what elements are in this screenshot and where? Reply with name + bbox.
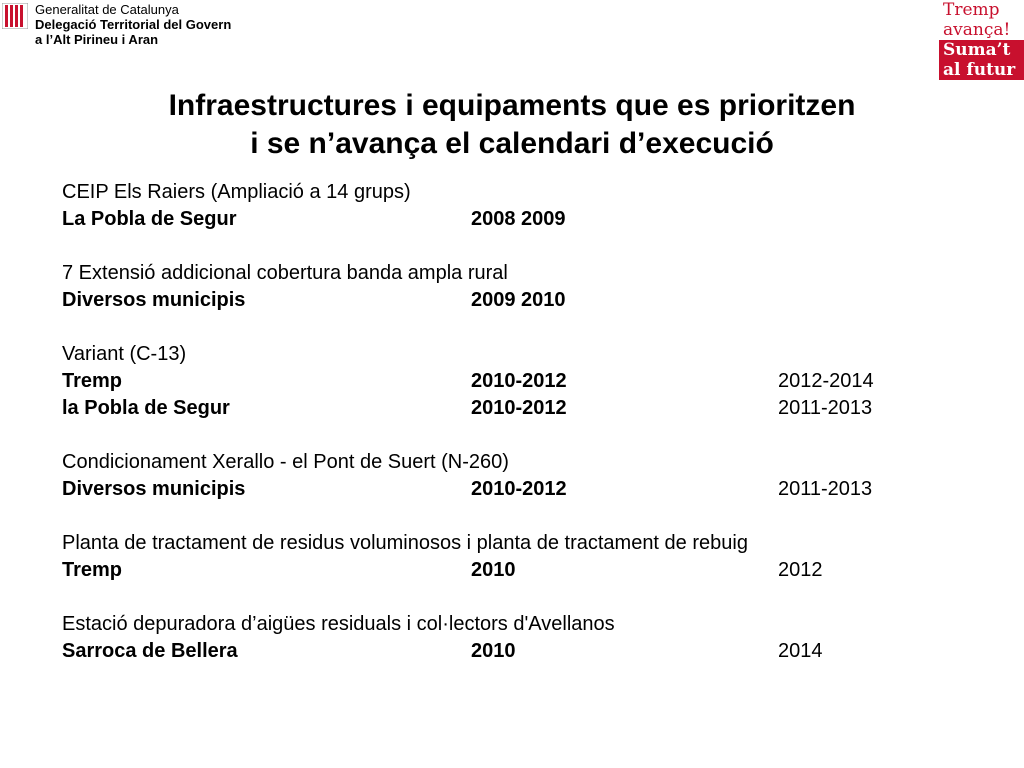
project-location: Tremp	[62, 370, 123, 392]
badge-line-1: Tremp	[939, 0, 1024, 20]
project-location: la Pobla de Segur	[62, 397, 230, 419]
project-location: Sarroca de Bellera	[62, 640, 238, 662]
org-line-3: a l’Alt Pirineu i Aran	[35, 32, 159, 47]
project-schedule-row	[62, 638, 962, 665]
catalan-flag-emblem-icon	[2, 3, 28, 29]
project-location: Diversos municipis	[62, 478, 246, 500]
project-schedule-row	[62, 368, 962, 395]
project-period-planned: 2010-2012	[471, 397, 567, 419]
project-period-planned: 2010-2012	[471, 370, 567, 392]
project-item	[62, 179, 962, 233]
project-item	[62, 449, 962, 503]
project-name: 7 Extensió addicional cobertura banda ampla rural	[62, 262, 508, 284]
project-period-advanced: 2012-2014	[778, 370, 874, 392]
project-name: Condicionament Xerallo - el Pont de Suert (N-260)	[62, 451, 509, 473]
project-period-planned: 2010	[471, 559, 516, 581]
org-line-1: Generalitat de Catalunya	[35, 2, 179, 17]
title-line-2: i se n’avança el calendari d’execució	[250, 127, 774, 160]
project-name: Planta de tractament de residus voluminosos i planta de tractament de rebuig	[62, 532, 748, 554]
project-item	[62, 611, 962, 665]
project-location: La Pobla de Segur	[62, 208, 237, 230]
generalitat-text	[35, 2, 231, 47]
badge-line-2: avança!	[939, 20, 1024, 40]
project-item	[62, 530, 962, 584]
project-period-planned: 2010	[471, 640, 516, 662]
project-location: Tremp	[62, 559, 123, 581]
project-period-advanced: 2011-2013	[778, 478, 873, 500]
badge-line-4: al futur	[939, 60, 1024, 80]
project-name: CEIP Els Raiers (Ampliació a 14 grups)	[62, 181, 411, 203]
project-name: Variant (C-13)	[62, 343, 187, 365]
project-period-planned: 2009 2010	[471, 289, 566, 311]
project-period-advanced: 2014	[778, 640, 823, 662]
project-schedule-row	[62, 476, 962, 503]
project-name: Estació depuradora d’aigües residuals i col·lectors d'Avellanos	[62, 613, 615, 635]
project-schedule-row	[62, 287, 962, 314]
project-schedule-row	[62, 395, 962, 422]
tremp-avanca-badge	[939, 0, 1024, 86]
project-period-advanced: 2011-2013	[778, 397, 873, 419]
project-schedule-row	[62, 206, 962, 233]
projects-list	[62, 179, 962, 692]
project-schedule-row	[62, 557, 962, 584]
badge-line-3: Suma’t	[939, 40, 1024, 60]
generalitat-logo	[2, 2, 231, 47]
project-item	[62, 260, 962, 314]
org-line-2: Delegació Territorial del Govern	[35, 17, 232, 32]
project-period-advanced: 2012	[778, 559, 823, 581]
project-period-planned: 2008 2009	[471, 208, 566, 230]
page-title	[0, 87, 1024, 163]
project-item	[62, 341, 962, 422]
title-line-1: Infraestructures i equipaments que es prioritzen	[168, 89, 856, 122]
project-period-planned: 2010-2012	[471, 478, 567, 500]
project-location: Diversos municipis	[62, 289, 246, 311]
